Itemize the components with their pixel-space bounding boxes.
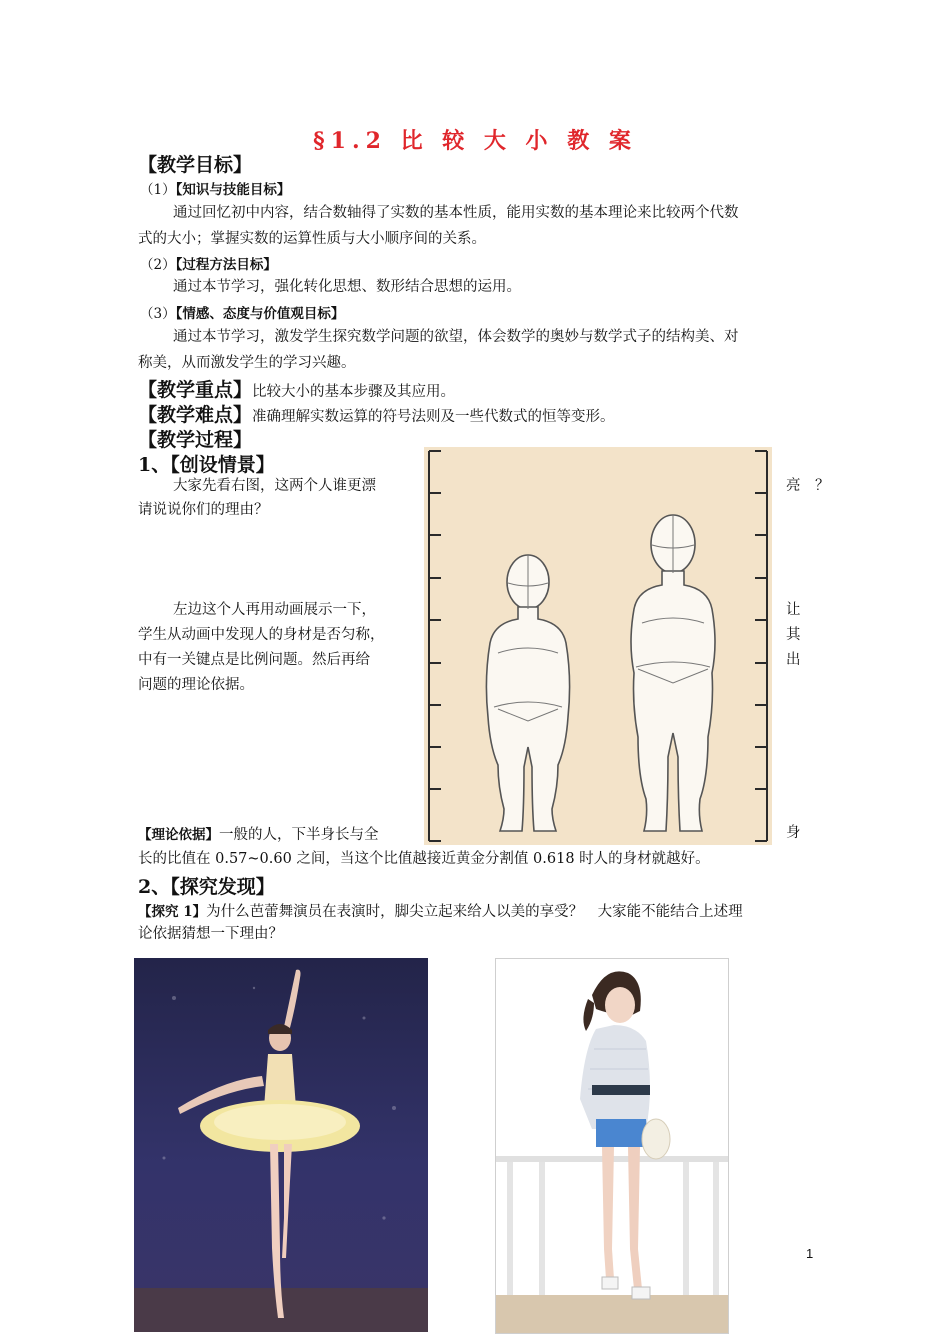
- s1-para2-right2: 其: [786, 627, 801, 643]
- key-heading: 【教学重点】: [138, 379, 253, 401]
- difficult-text: 准确理解实数运算的符号法则及一些代数式的恒等变形。: [252, 409, 615, 425]
- s1-para2-line3: 中有一关键点是比例问题。然后再给: [138, 652, 370, 668]
- s1-para1-line2: 请说说你们的理由？: [138, 502, 269, 518]
- goal1-text-line2: 式的大小；掌握实数的运算性质与大小顺序间的关系。: [138, 231, 486, 247]
- section1-heading: 1、【创设情景】: [138, 454, 275, 476]
- s1-para2-line4: 问题的理论依据。: [138, 677, 254, 693]
- goal1-text-line1: 通过回忆初中内容，结合数轴得了实数的基本性质，能用实数的基本理论来比较两个代数: [173, 205, 739, 221]
- s1-para2-right3: 出: [786, 652, 801, 668]
- goals-heading: 【教学目标】: [138, 154, 253, 176]
- explore1-line1: 为什么芭蕾舞演员在表演时，脚尖立起来给人以美的享受？ 大家能不能结合上述理: [206, 904, 743, 920]
- s1-para1-right1: 亮 ？: [786, 478, 830, 494]
- theory-right1: 身: [786, 825, 801, 841]
- woman-standing-photo: [495, 958, 729, 1334]
- s1-para1-line1: 大家先看右图，这两个人谁更漂: [173, 478, 376, 494]
- s1-para2-line1: 左边这个人再用动画展示一下，: [173, 602, 376, 618]
- theory-line2: 长的比值在 0.57~0.60 之间，当这个比值越接近黄金分割值 0.618 时人的身材就越好。: [138, 851, 710, 867]
- process-heading: 【教学过程】: [138, 429, 253, 451]
- theory-line1: 一般的人，下半身长与全: [219, 827, 379, 843]
- goal2-heading: 【过程方法目标】: [175, 257, 277, 273]
- key-text: 比较大小的基本步骤及其应用。: [252, 384, 456, 400]
- goal3-text-line1: 通过本节学习，激发学生探究数学问题的欲望，体会数学的奥妙与数学式子的结构美、对: [173, 329, 739, 345]
- s1-para2-line2: 学生从动画中发现人的身材是否匀称，: [138, 627, 385, 643]
- ballet-dancer-photo: [134, 958, 428, 1332]
- goal1-label: （1）: [140, 182, 176, 198]
- goal3-label: （3）: [140, 306, 176, 322]
- s1-para2-right1: 让: [786, 602, 801, 618]
- goal3-heading: 【情感、态度与价值观目标】: [175, 306, 345, 322]
- difficult-heading: 【教学难点】: [138, 404, 253, 426]
- explore1-line2: 论依据猜想一下理由？: [138, 926, 283, 942]
- goal1-heading: 【知识与技能目标】: [175, 182, 291, 198]
- explore1-heading: 【探究 1】: [138, 904, 207, 920]
- theory-heading: 【理论依据】: [138, 827, 219, 843]
- goal3-text-line2: 称美，从而激发学生的学习兴趣。: [138, 355, 356, 371]
- goal2-label: （2）: [140, 257, 176, 273]
- section2-heading: 2、【探究发现】: [138, 876, 275, 898]
- body-outline-illustration: [424, 447, 772, 845]
- goal2-text: 通过本节学习，强化转化思想、数形结合思想的运用。: [173, 279, 521, 295]
- page-title: §1.2 比 较 大 小 教 案: [313, 128, 637, 154]
- body-proportion-figure: [424, 447, 772, 845]
- page-number: 1: [806, 1246, 814, 1261]
